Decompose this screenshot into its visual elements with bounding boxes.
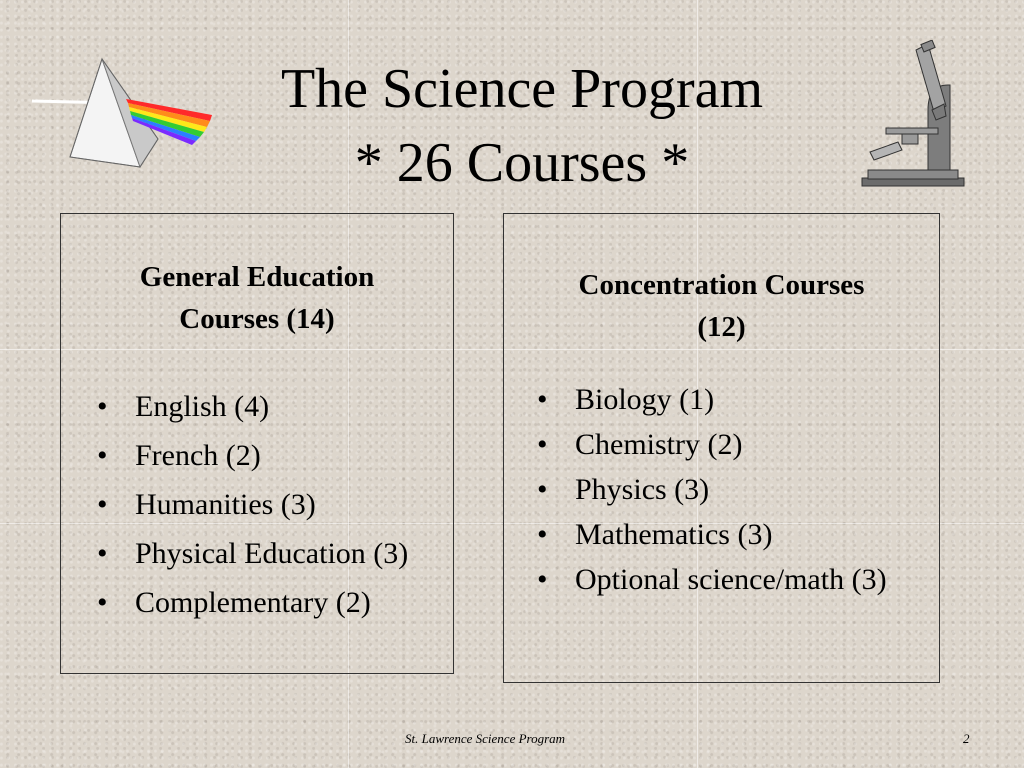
slide-title-line-1: The Science Program [280, 58, 764, 120]
bullet-icon: • [537, 473, 548, 506]
heading-line-2: (12) [697, 311, 746, 343]
concentration-heading [504, 264, 939, 348]
bullet-icon: • [537, 383, 548, 416]
list-item [91, 382, 408, 431]
bullet-icon: • [97, 586, 108, 619]
heading-line-2: Courses (14) [179, 303, 335, 335]
course-label: French (2) [135, 439, 261, 472]
slide-title-line-2: * 26 Courses * [354, 132, 690, 194]
course-label: Chemistry (2) [575, 428, 743, 461]
list-item [91, 529, 408, 578]
concentration-box [503, 213, 940, 683]
footer-page-number: 2 [963, 731, 970, 746]
microscope-icon [858, 40, 968, 190]
list-item [531, 377, 887, 422]
concentration-list [531, 377, 887, 602]
bullet-icon: • [537, 428, 548, 461]
list-item [91, 431, 408, 480]
bullet-icon: • [97, 439, 108, 472]
bullet-icon: • [537, 518, 548, 551]
bullet-icon: • [537, 563, 548, 596]
course-label: Biology (1) [575, 383, 715, 416]
bullet-icon: • [97, 537, 108, 570]
course-label: Physics (3) [575, 473, 710, 506]
bullet-icon: • [97, 390, 108, 423]
bullet-icon: • [97, 488, 108, 521]
course-label: Physical Education (3) [135, 537, 409, 570]
list-item [531, 557, 887, 602]
general-education-heading [61, 256, 453, 340]
general-education-box [60, 213, 454, 674]
course-label: Complementary (2) [135, 586, 371, 619]
footer-program-name: St. Lawrence Science Program [405, 731, 566, 746]
heading-line-1: General Education [139, 261, 375, 293]
list-item [91, 480, 408, 529]
course-label: English (4) [135, 390, 270, 423]
list-item [531, 467, 887, 512]
general-education-list [91, 382, 408, 627]
list-item [91, 578, 408, 627]
slide-title [212, 52, 832, 200]
course-label: Mathematics (3) [575, 518, 773, 551]
course-label: Humanities (3) [135, 488, 316, 521]
list-item [531, 422, 887, 467]
course-label: Optional science/math (3) [575, 563, 887, 596]
list-item [531, 512, 887, 557]
heading-line-1: Concentration Courses [578, 269, 865, 301]
prism-icon [30, 55, 220, 180]
